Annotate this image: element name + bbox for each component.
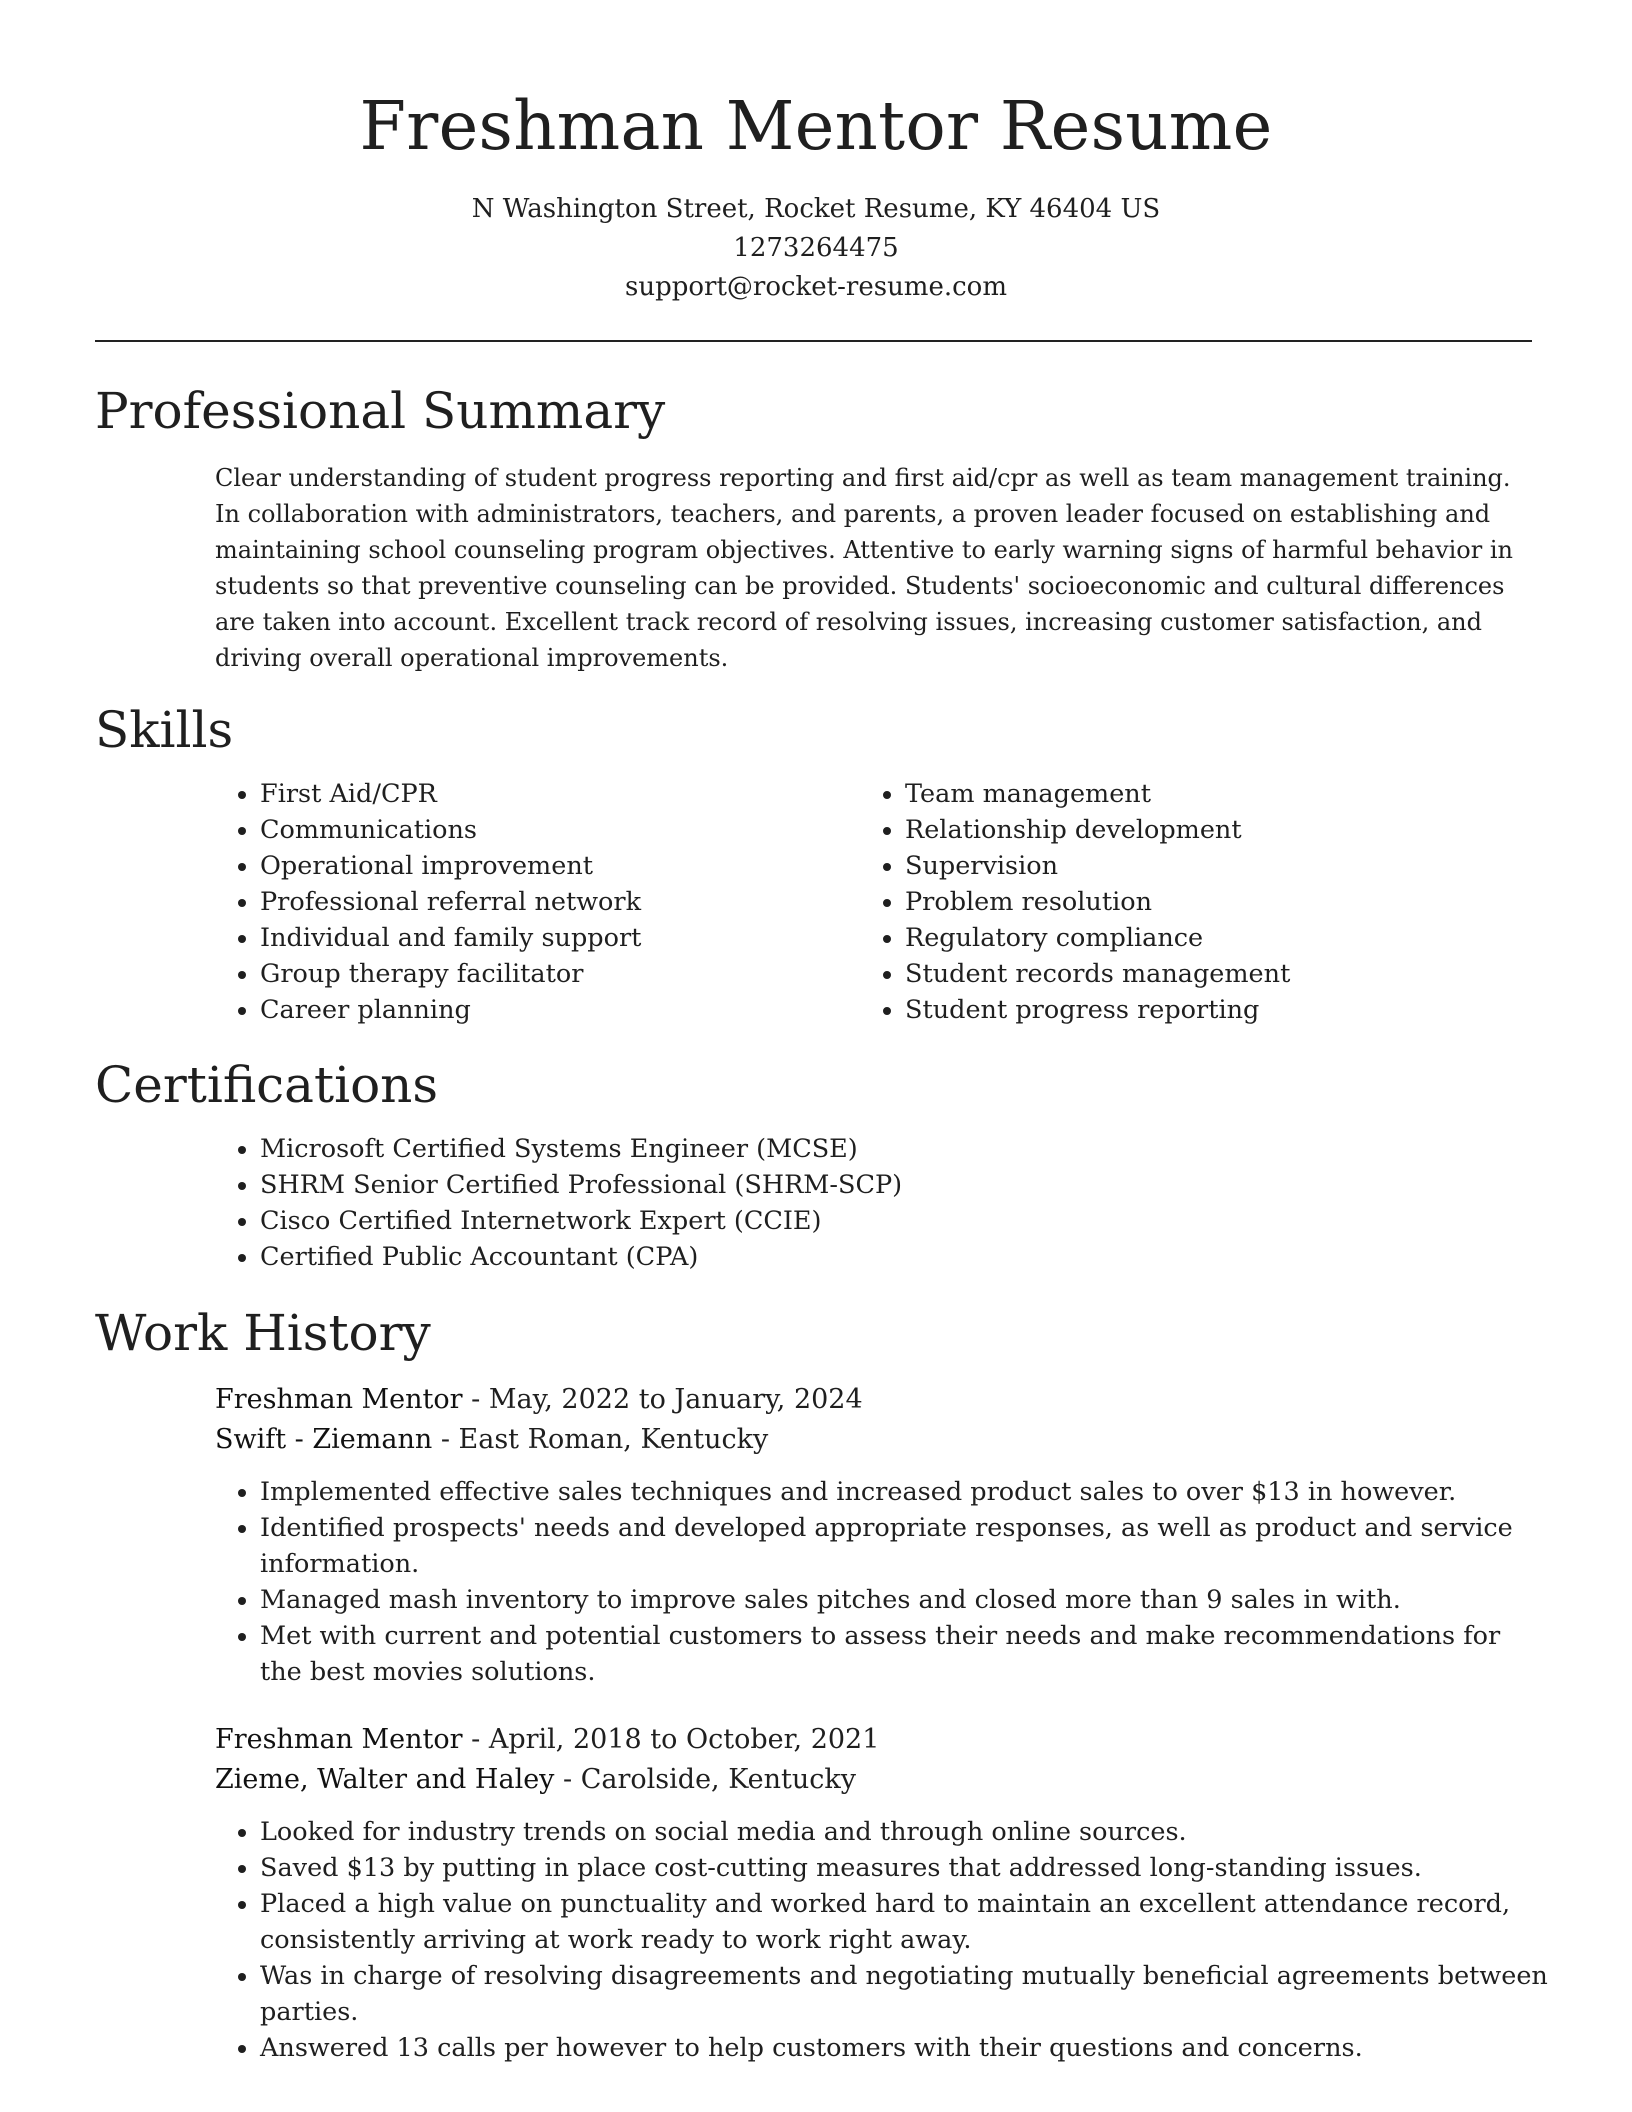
certifications-heading: Certifications xyxy=(95,1056,439,1114)
job-bullet: • Placed a high value on punctuality and worked hard to maintain an excellent attendance record, consistently arriving at work ready to work right away. xyxy=(260,1886,1550,1958)
job-bullet: • Was in charge of resolving disagreements and negotiating mutually beneficial agreements between parties. xyxy=(260,1958,1550,2030)
job-role: Freshman Mentor xyxy=(215,1724,463,1755)
job-company: Zieme, Walter and Haley xyxy=(215,1764,555,1795)
certification-item: • Certified Public Accountant (CPA) xyxy=(260,1239,1460,1275)
job-dates: - April, 2018 to October, 2021 xyxy=(462,1724,880,1755)
skill-item: • First Aid/CPR xyxy=(260,776,820,812)
job-company-line xyxy=(215,1420,768,1460)
job-role: Freshman Mentor xyxy=(215,1384,463,1415)
skill-item: • Student progress reporting xyxy=(905,992,1545,1028)
resume-header xyxy=(0,80,1632,307)
skill-item: • Professional referral network xyxy=(260,884,820,920)
job-bullet: • Managed mash inventory to improve sales pitches and closed more than 9 sales in with. xyxy=(260,1582,1550,1618)
skill-item: • Career planning xyxy=(260,992,820,1028)
job-bullet: • Implemented effective sales techniques and increased product sales to over $13 in however. xyxy=(260,1474,1550,1510)
certification-item: • SHRM Senior Certified Professional (SHRM-SCP) xyxy=(260,1167,1460,1203)
skill-item: • Operational improvement xyxy=(260,848,820,884)
job-location: - Carolside, Kentucky xyxy=(554,1764,857,1795)
skills-list-right xyxy=(860,776,1545,1028)
job-bullet: • Looked for industry trends on social media and through online sources. xyxy=(260,1814,1550,1850)
skill-item: • Relationship development xyxy=(905,812,1545,848)
job-dates: - May, 2022 to January, 2024 xyxy=(462,1384,863,1415)
skill-item: • Problem resolution xyxy=(905,884,1545,920)
job-company: Swift - Ziemann xyxy=(215,1424,433,1455)
job-bullet: • Identified prospects' needs and developed appropriate responses, as well as product and service information. xyxy=(260,1510,1550,1582)
contact-email: support@rocket-resume.com xyxy=(624,272,1007,302)
skill-item: • Group therapy facilitator xyxy=(260,956,820,992)
summary-text: Clear understanding of student progress reporting and first aid/cpr as well as team management training. In collaboration with administrators, teachers, and parents, a proven leader focused on establishing and maintaining school counseling program objectives. Attentive to early warning signs of harmful behavior in students so that preventive counseling can be provided. Students' socioeconomic and cultural differences are taken into account. Excellent track record of resolving issues, increasing customer satisfaction, and driving overall operational improvements. xyxy=(215,464,1513,672)
certification-item: • Cisco Certified Internetwork Expert (CCIE) xyxy=(260,1203,1460,1239)
job-title-line xyxy=(215,1720,879,1760)
job-bullets xyxy=(215,1814,1550,2066)
skills-list-left xyxy=(215,776,820,1028)
certification-item: • Microsoft Certified Systems Engineer (MCSE) xyxy=(260,1131,1460,1167)
job-bullets xyxy=(215,1474,1550,1690)
summary-heading: Professional Summary xyxy=(95,382,666,440)
job-bullet: • Answered 13 calls per however to help customers with their questions and concerns. xyxy=(260,2030,1550,2066)
work-history-heading: Work History xyxy=(95,1304,431,1362)
skills-heading: Skills xyxy=(95,701,234,759)
job-location: - East Roman, Kentucky xyxy=(432,1424,769,1455)
contact-phone: 1273264475 xyxy=(733,233,899,263)
skill-item: • Team management xyxy=(905,776,1545,812)
contact-address: N Washington Street, Rocket Resume, KY 46404 US xyxy=(471,194,1161,224)
certifications-list xyxy=(215,1131,1460,1275)
job-title-line xyxy=(215,1380,863,1420)
job-bullet: • Saved $13 by putting in place cost-cutting measures that addressed long-standing issues. xyxy=(260,1850,1550,1886)
skill-item: • Individual and family support xyxy=(260,920,820,956)
skill-item: • Supervision xyxy=(905,848,1545,884)
skill-item: • Student records management xyxy=(905,956,1545,992)
job-company-line xyxy=(215,1760,856,1800)
skill-item: • Communications xyxy=(260,812,820,848)
skill-item: • Regulatory compliance xyxy=(905,920,1545,956)
header-divider xyxy=(95,340,1532,342)
resume-title: Freshman Mentor Resume xyxy=(359,87,1273,165)
job-bullet: • Met with current and potential customers to assess their needs and make recommendations for the best movies solutions. xyxy=(260,1618,1550,1690)
